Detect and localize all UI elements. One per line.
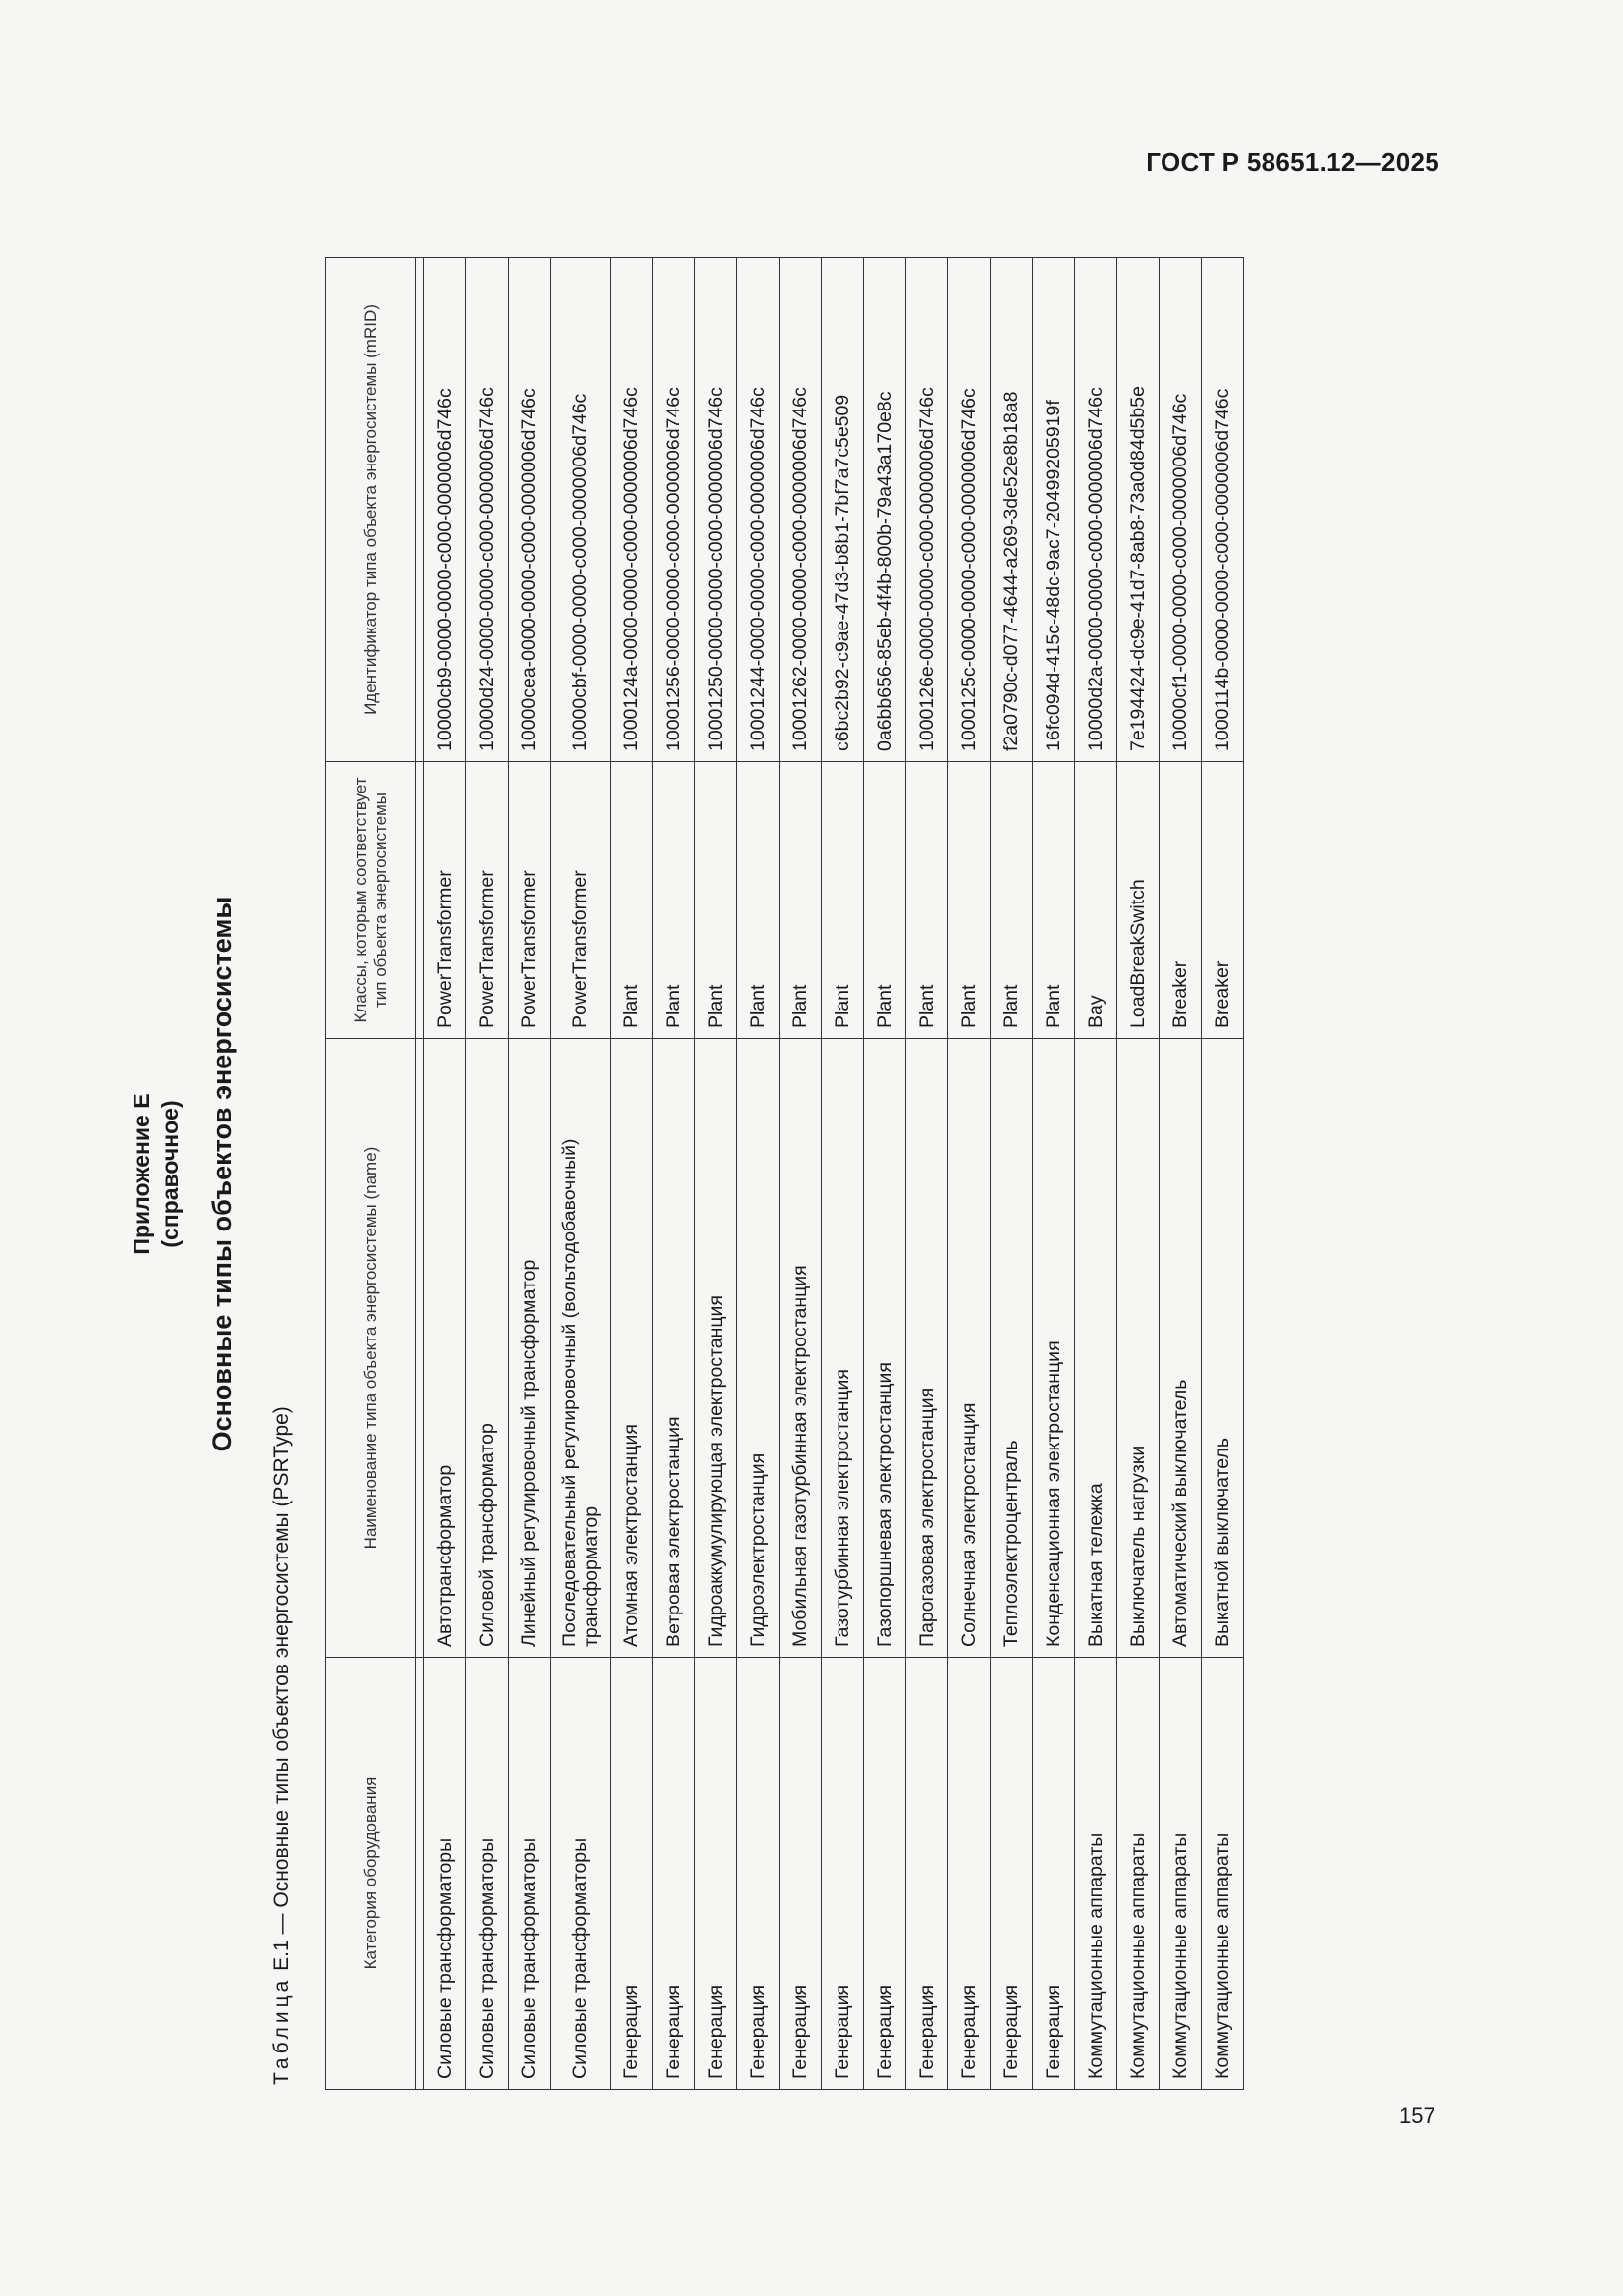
cell-mrid: 10001244-0000-0000-c000-0000006d746c [737, 258, 780, 762]
table-row [780, 258, 822, 2090]
cell-name: Выкатная тележка [1075, 1039, 1117, 1658]
table-row [611, 258, 653, 2090]
table-row [822, 258, 864, 2090]
header-separator-cell [416, 1039, 424, 1658]
table-header-row [326, 258, 416, 2090]
cell-name: Солнечная электростанция [948, 1039, 991, 1658]
cell-mrid: 1000126e-0000-0000-c000-0000006d746c [906, 258, 948, 762]
cell-mrid: 10000cea-0000-0000-c000-0000006d746c [509, 258, 551, 762]
cell-name: Гидроаккумулирующая электростанция [695, 1039, 737, 1658]
cell-category: Генерация [653, 1658, 695, 2090]
psr-type-table [325, 257, 1244, 2090]
cell-mrid: 10000d24-0000-0000-c000-0000006d746c [466, 258, 509, 762]
cell-category: Генерация [737, 1658, 780, 2090]
cell-mrid: 10001250-0000-0000-c000-0000006d746c [695, 258, 737, 762]
cell-name: Автотрансформатор [424, 1039, 466, 1658]
cell-mrid: 1000125c-0000-0000-c000-0000006d746c [948, 258, 991, 762]
cell-class: Plant [737, 762, 780, 1039]
document-code: ГОСТ Р 58651.12—2025 [1146, 147, 1439, 177]
cell-name: Газотурбинная электростанция [822, 1039, 864, 1658]
table-row [551, 258, 611, 2090]
cell-class: Plant [948, 762, 991, 1039]
page-number: 157 [1399, 2104, 1435, 2128]
cell-class: Plant [611, 762, 653, 1039]
cell-name: Гидроэлектростанция [737, 1039, 780, 1658]
table-caption-prefix: Таблица [270, 1976, 293, 2085]
cell-mrid: 10001256-0000-0000-c000-0000006d746c [653, 258, 695, 762]
table-row [1117, 258, 1160, 2090]
cell-name: Теплоэлектроцентраль [991, 1039, 1033, 1658]
table-row [695, 258, 737, 2090]
table-row [737, 258, 780, 2090]
cell-name: Линейный регулировочный трансформатор [509, 1039, 551, 1658]
cell-name: Последовательный регулировочный (вольтодобавочный) трансформатор [551, 1039, 611, 1658]
table-row [466, 258, 509, 2090]
cell-class: Plant [1033, 762, 1075, 1039]
cell-mrid: 7e194424-dc9e-41d7-8ab8-73a0d84d5b5e [1117, 258, 1160, 762]
cell-name: Силовой трансформатор [466, 1039, 509, 1658]
header-mrid: Идентификатор типа объекта энергосистемы (mRID) [326, 258, 416, 762]
cell-name: Атомная электростанция [611, 1039, 653, 1658]
table-row [906, 258, 948, 2090]
cell-category: Генерация [906, 1658, 948, 2090]
header-classes: Классы, которым соответствует тип объекта энергосистемы [326, 762, 416, 1039]
table-row [1202, 258, 1244, 2090]
cell-mrid: 10000cbf-0000-0000-c000-0000006d746c [551, 258, 611, 762]
cell-category: Генерация [991, 1658, 1033, 2090]
cell-category: Силовые трансформаторы [551, 1658, 611, 2090]
cell-category: Коммутационные аппараты [1202, 1658, 1244, 2090]
cell-mrid: 0a6bb656-85eb-4f4b-800b-79a43a170e8c [864, 258, 906, 762]
header-separator-cell [416, 762, 424, 1039]
cell-class: Breaker [1160, 762, 1202, 1039]
cell-mrid: f2a0790c-d077-4644-a269-3de52e8b18a8 [991, 258, 1033, 762]
table-caption [269, 1406, 295, 2085]
cell-category: Коммутационные аппараты [1160, 1658, 1202, 2090]
cell-name: Конденсационная электростанция [1033, 1039, 1075, 1658]
cell-class: Breaker [1202, 762, 1244, 1039]
cell-category: Генерация [780, 1658, 822, 2090]
cell-category: Силовые трансформаторы [509, 1658, 551, 2090]
cell-category: Коммутационные аппараты [1075, 1658, 1117, 2090]
cell-mrid: 1000114b-0000-0000-c000-0000006d746c [1202, 258, 1244, 762]
table-row [948, 258, 991, 2090]
cell-category: Силовые трансформаторы [466, 1658, 509, 2090]
cell-name: Парогазовая электростанция [906, 1039, 948, 1658]
table-row [864, 258, 906, 2090]
cell-class: LoadBreakSwitch [1117, 762, 1160, 1039]
cell-category: Генерация [864, 1658, 906, 2090]
cell-name: Мобильная газотурбинная электростанция [780, 1039, 822, 1658]
cell-category: Генерация [695, 1658, 737, 2090]
cell-category: Коммутационные аппараты [1117, 1658, 1160, 2090]
cell-category: Генерация [611, 1658, 653, 2090]
cell-category: Генерация [822, 1658, 864, 2090]
table-row [1033, 258, 1075, 2090]
cell-class: PowerTransformer [509, 762, 551, 1039]
cell-mrid: 16fc094d-415c-48dc-9ac7-20499205919f [1033, 258, 1075, 762]
header-separator-cell [416, 258, 424, 762]
section-title: Основные типы объектов энергосистемы [207, 896, 237, 1452]
table-row [424, 258, 466, 2090]
cell-mrid: 10000cf1-0000-0000-c000-0000006d746c [1160, 258, 1202, 762]
table-row [653, 258, 695, 2090]
cell-mrid: 10000cb9-0000-0000-c000-0000006d746c [424, 258, 466, 762]
cell-category: Генерация [1033, 1658, 1075, 2090]
table-row [1075, 258, 1117, 2090]
header-separator-cell [416, 1658, 424, 2090]
rotated-page-content [128, 258, 1404, 2090]
cell-category: Силовые трансформаторы [424, 1658, 466, 2090]
cell-class: Plant [780, 762, 822, 1039]
cell-name: Ветровая электростанция [653, 1039, 695, 1658]
appendix-note: (справочное) [157, 1100, 183, 1248]
cell-name: Газопоршневая электростанция [864, 1039, 906, 1658]
cell-mrid: c6bc2b92-c9ae-47d3-b8b1-7bf7a7c5e509 [822, 258, 864, 762]
cell-class: Plant [653, 762, 695, 1039]
table-row [991, 258, 1033, 2090]
cell-mrid: 1000124a-0000-0000-c000-0000006d746c [611, 258, 653, 762]
cell-class: Plant [822, 762, 864, 1039]
cell-class: Bay [1075, 762, 1117, 1039]
cell-class: Plant [864, 762, 906, 1039]
cell-name: Выключатель нагрузки [1117, 1039, 1160, 1658]
cell-class: PowerTransformer [424, 762, 466, 1039]
cell-name: Выкатной выключатель [1202, 1039, 1244, 1658]
cell-mrid: 10000d2a-0000-0000-c000-0000006d746c [1075, 258, 1117, 762]
cell-class: PowerTransformer [551, 762, 611, 1039]
appendix-title: Приложение Е [129, 1093, 154, 1255]
header-name: Наименование типа объекта энергосистемы (name) [326, 1039, 416, 1658]
cell-name: Автоматический выключатель [1160, 1039, 1202, 1658]
table-caption-text: Е.1 — Основные типы объектов энергосистемы (PSRType) [270, 1406, 293, 1977]
cell-class: Plant [991, 762, 1033, 1039]
table-row [1160, 258, 1202, 2090]
cell-class: Plant [906, 762, 948, 1039]
cell-class: PowerTransformer [466, 762, 509, 1039]
cell-category: Генерация [948, 1658, 991, 2090]
header-separator-row [416, 258, 424, 2090]
cell-mrid: 10001262-0000-0000-c000-0000006d746c [780, 258, 822, 762]
header-category: Категория оборудования [326, 1658, 416, 2090]
table-row [509, 258, 551, 2090]
cell-class: Plant [695, 762, 737, 1039]
